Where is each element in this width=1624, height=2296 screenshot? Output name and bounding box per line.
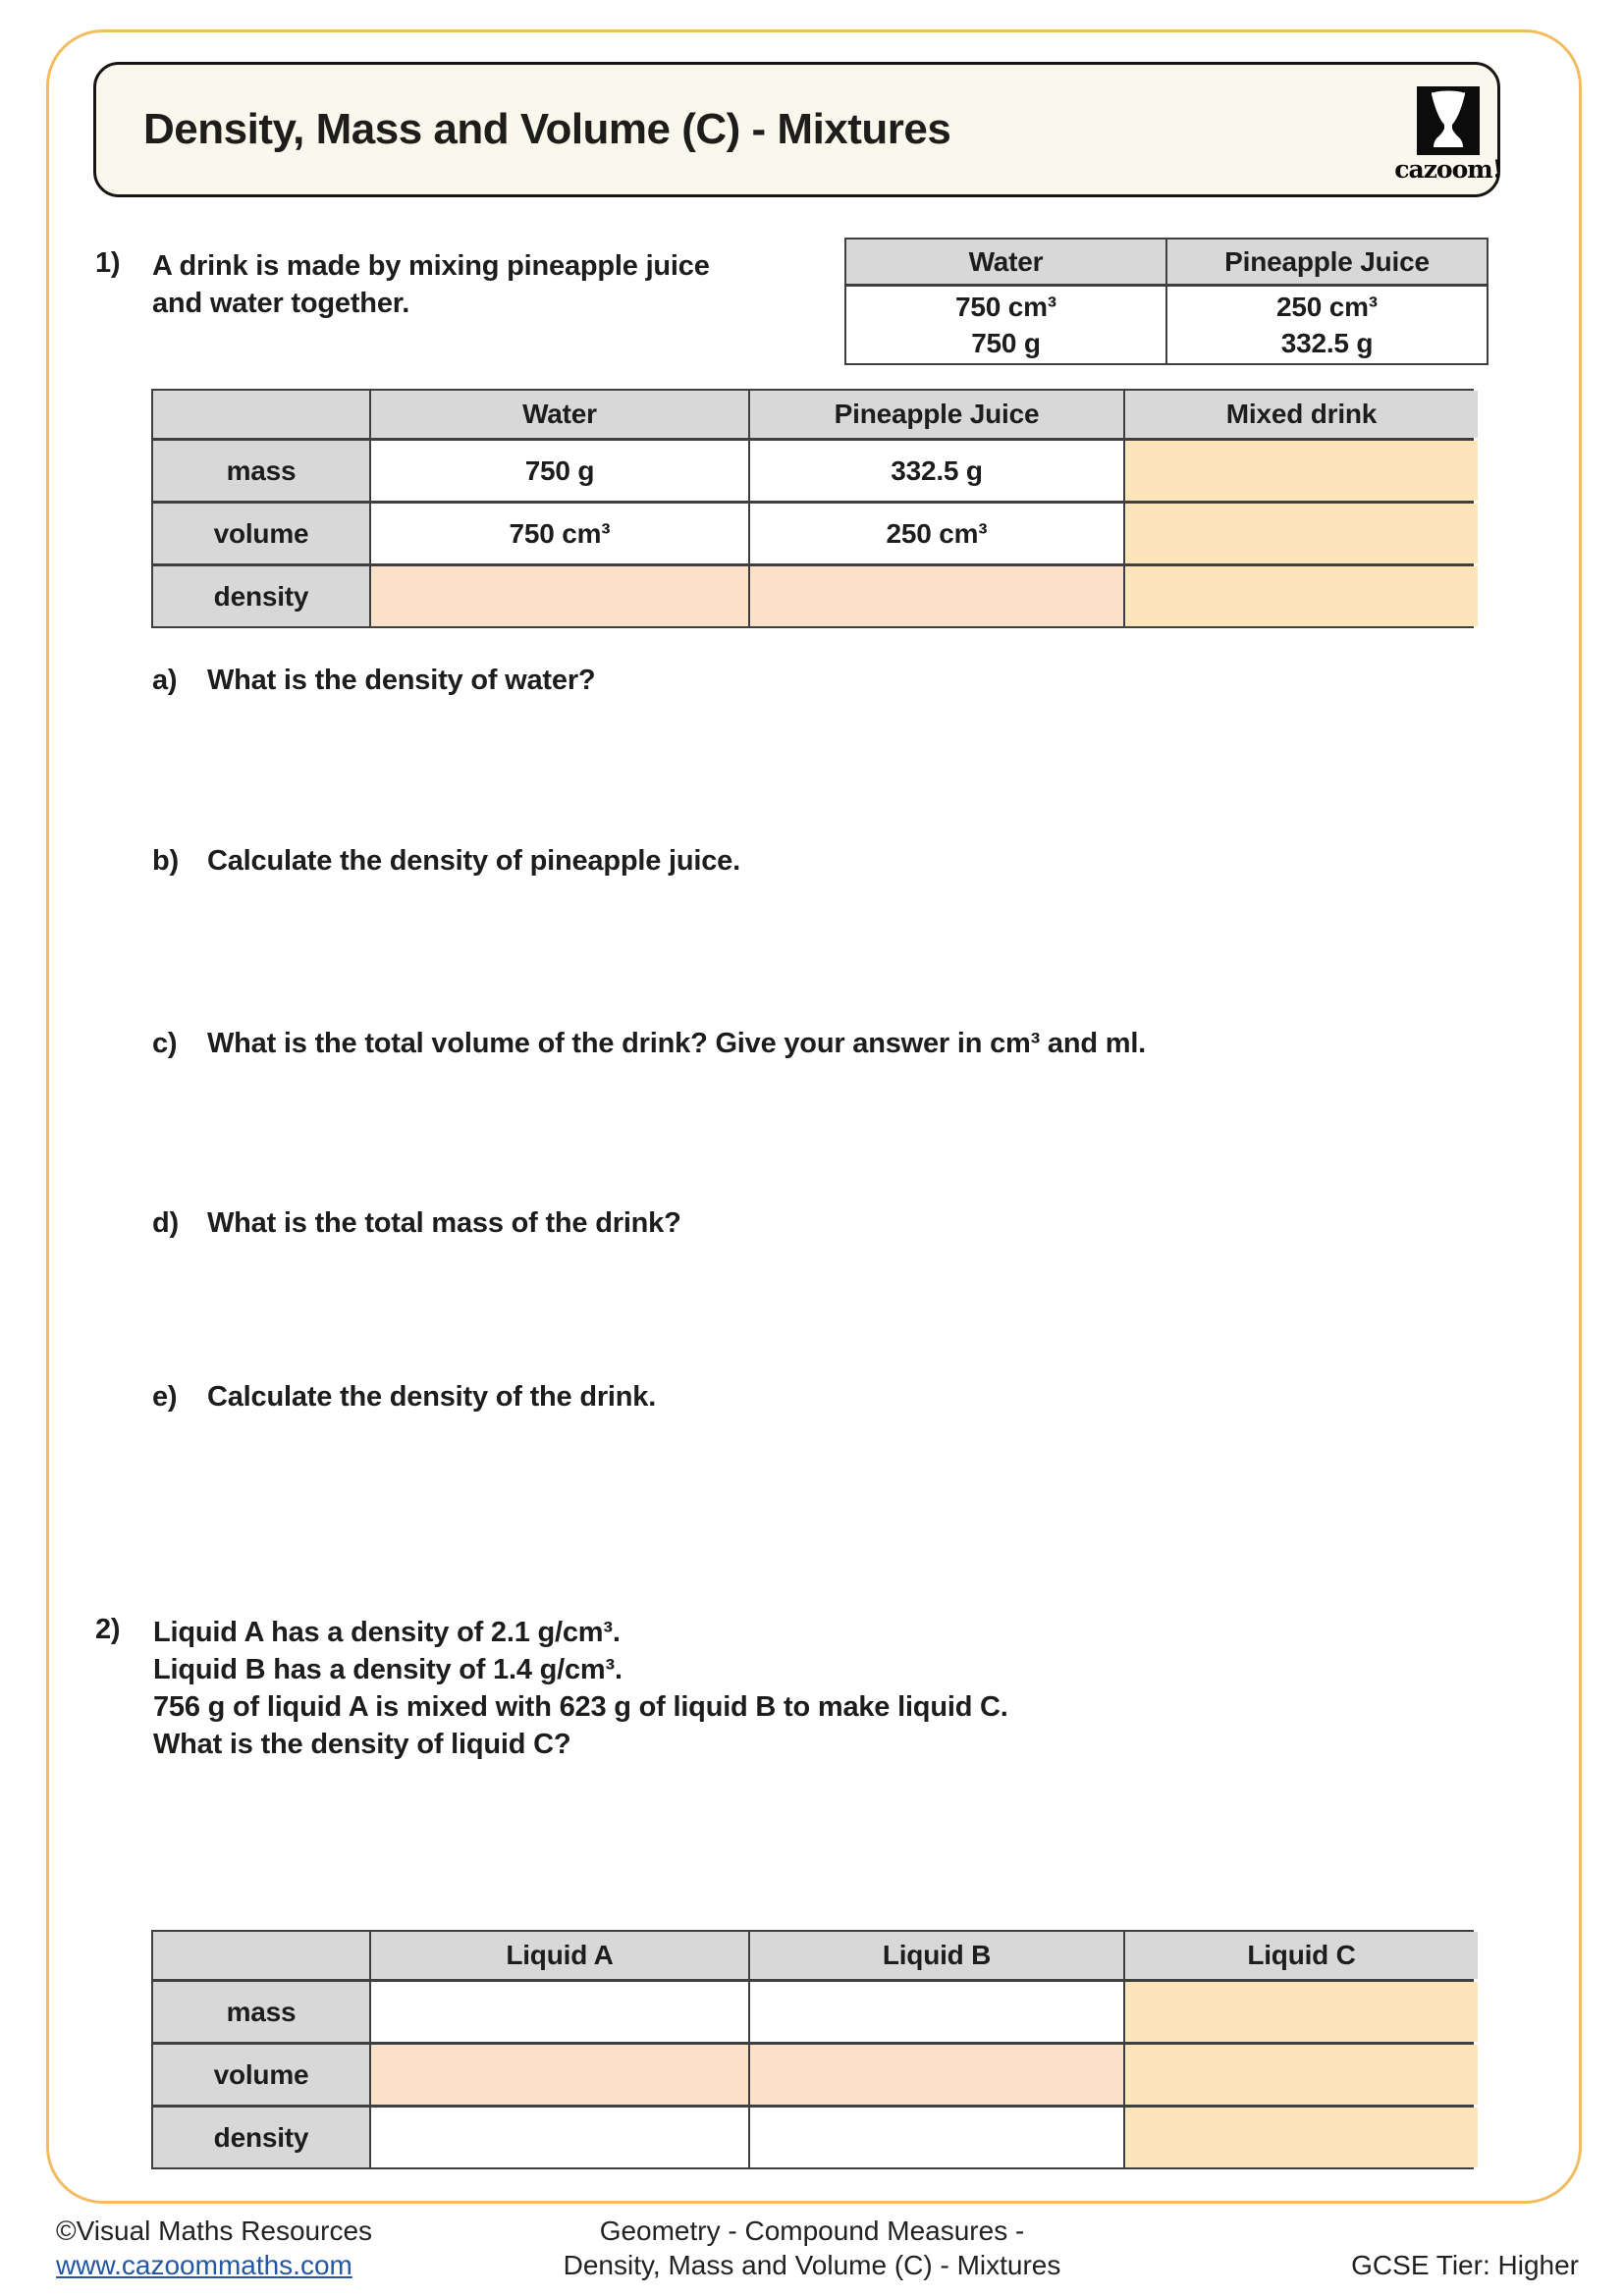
t1-answer-density-mixed [1125,566,1478,626]
part-c-label: c) [152,1028,178,1059]
question-1-line-2: and water together. [152,288,410,319]
info-water-volume: 750 cm³ [955,292,1056,322]
t2-cell-density-b [750,2108,1123,2167]
part-e-label: e) [152,1381,178,1413]
info-cell-pineapple-juice [1167,287,1487,363]
part-d-label: d) [152,1207,179,1239]
t1-header-pineapple-juice: Pineapple Juice [750,391,1123,438]
t2-answer-volume-b [750,2045,1123,2105]
question-2-text [153,1614,1008,1763]
t2-cell-mass-a [371,1982,748,2042]
t1-header-water: Water [371,391,748,438]
question-2-line-1: Liquid A has a density of 2.1 g/cm³. [153,1617,621,1648]
question-1-text [152,247,710,322]
part-d-text: What is the total mass of the drink? [207,1207,681,1239]
t1-header-mixed-drink: Mixed drink [1125,391,1478,438]
part-a-label: a) [152,665,178,696]
q1-work-table [151,389,1474,628]
footer-topic-line-2: Density, Mass and Volume (C) - Mixtures [563,2250,1061,2280]
part-c-text: What is the total volume of the drink? Give your answer in cm³ and ml. [207,1028,1147,1059]
t1-answer-volume-mixed [1125,504,1478,563]
info-juice-volume: 250 cm³ [1276,292,1378,322]
info-juice-mass: 332.5 g [1280,328,1374,358]
t2-answer-volume-a [371,2045,748,2105]
part-b-label: b) [152,845,179,877]
footer-copyright: ©Visual Maths Resources [56,2216,373,2246]
question-2-line-2: Liquid B has a density of 1.4 g/cm³. [153,1654,623,1685]
t2-row-label-density: density [153,2108,369,2167]
t2-corner-cell [153,1932,369,1979]
t2-answer-mass-c [1125,1982,1478,2042]
t2-header-liquid-c: Liquid C [1125,1932,1478,1979]
t1-row-label-density: density [153,566,369,626]
t2-answer-volume-c [1125,2045,1478,2105]
info-water-mass: 750 g [971,328,1041,358]
cazoom-logo-wordmark: cazoom! [1394,155,1502,184]
question-2-line-4: What is the density of liquid C? [153,1729,571,1760]
cazoom-drum-icon [1417,86,1480,155]
q1-info-table [844,238,1489,365]
t2-header-liquid-b: Liquid B [750,1932,1123,1979]
t2-cell-density-a [371,2108,748,2167]
t1-cell-mass-water: 750 g [371,441,748,501]
question-1-line-1: A drink is made by mixing pineapple juice [152,250,710,282]
t1-corner-cell [153,391,369,438]
footer-tier: GCSE Tier: Higher [1351,2250,1579,2280]
question-2-line-3: 756 g of liquid A is mixed with 623 g of liquid B to make liquid C. [153,1691,1008,1723]
t1-cell-volume-juice: 250 cm³ [750,504,1123,563]
q2-work-table [151,1930,1474,2169]
t2-row-label-mass: mass [153,1982,369,2042]
t2-cell-mass-b [750,1982,1123,2042]
t2-header-liquid-a: Liquid A [371,1932,748,1979]
part-a-text: What is the density of water? [207,665,596,696]
question-2-number: 2) [95,1614,121,1645]
footer-topic-line-1: Geometry - Compound Measures - [599,2216,1025,2246]
question-1-number: 1) [95,247,121,279]
t1-row-label-volume: volume [153,504,369,563]
t2-answer-density-c [1125,2108,1478,2167]
footer-website-link[interactable]: www.cazoommaths.com [56,2250,352,2280]
title-box [93,62,1500,197]
part-e-text: Calculate the density of the drink. [207,1381,657,1413]
info-header-water: Water [846,240,1165,284]
t1-cell-volume-water: 750 cm³ [371,504,748,563]
page-title: Density, Mass and Volume (C) - Mixtures [143,105,951,153]
cazoom-logo [1389,86,1507,184]
t1-answer-density-juice [750,566,1123,626]
t1-answer-density-water [371,566,748,626]
t1-cell-mass-juice: 332.5 g [750,441,1123,501]
t1-row-label-mass: mass [153,441,369,501]
part-b-text: Calculate the density of pineapple juice. [207,845,740,877]
info-header-pineapple-juice: Pineapple Juice [1167,240,1487,284]
t1-answer-mass-mixed [1125,441,1478,501]
t2-row-label-volume: volume [153,2045,369,2105]
info-cell-water [846,287,1165,363]
